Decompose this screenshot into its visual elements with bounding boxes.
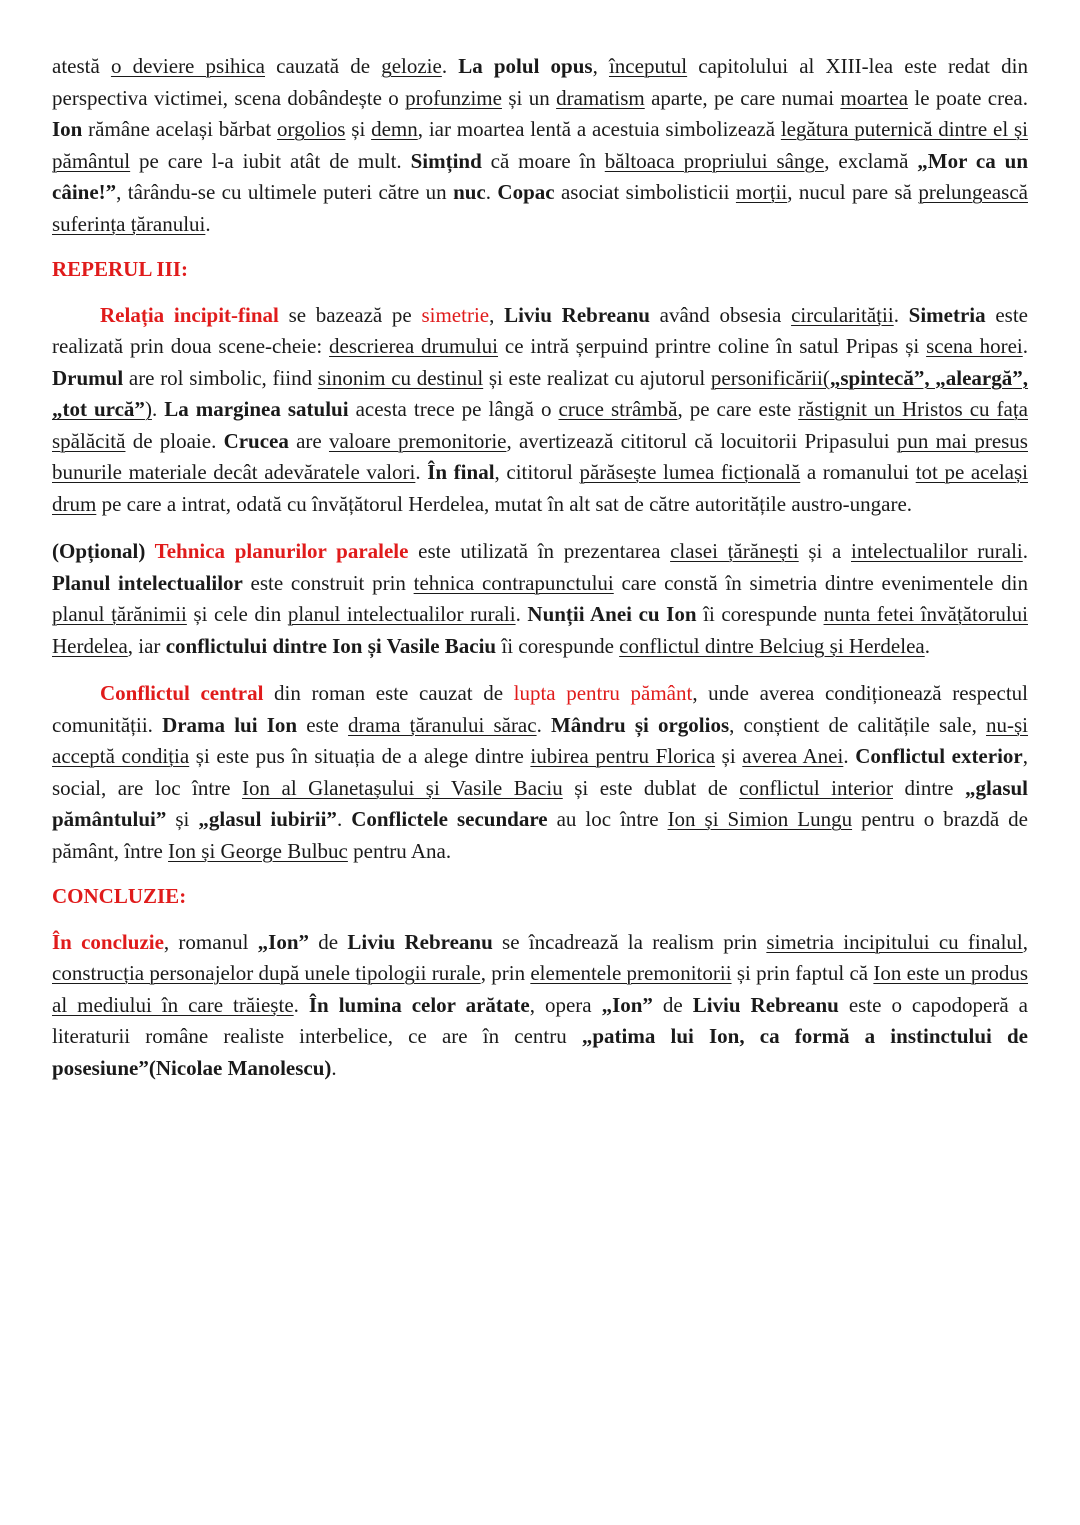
text-run: , (489, 302, 505, 327)
text-run: personificării( (710, 365, 830, 390)
text-run: planul intelectualilor rurali (287, 602, 516, 626)
text-run: , nucul pare să (787, 180, 919, 204)
text-run: Ion este un produs al mediului în care trăiește (52, 961, 1028, 1017)
text-run: este o capodoperă a literaturii române realiste interbelice, ce are în centru (52, 992, 1028, 1048)
text-run: Liviu Rebreanu (504, 302, 650, 327)
text-run: . (536, 712, 551, 737)
text-run: și este pus în situația de a alege dintre (189, 744, 531, 768)
text-run: se încadrează la realism prin (492, 929, 767, 954)
text-run: circularității (791, 302, 894, 327)
text-run: Conflictul central (100, 681, 264, 705)
text-run: este construit prin (242, 570, 414, 595)
text-run: le poate crea. (908, 85, 1028, 110)
text-run: au loc între (547, 807, 668, 831)
text-run: prelungească suferința țăranului (52, 180, 1028, 236)
text-run: și cele din (186, 602, 288, 626)
text-run: capitolului al XIII-lea este redat din perspectiva victimei, scena dobândește o (52, 54, 1028, 110)
text-run: și prin faptul că (731, 961, 874, 985)
text-run: dintre (893, 775, 965, 800)
text-run: a romanului (800, 460, 916, 484)
text-run: atestă (52, 54, 111, 78)
text-run: legătura puternică dintre el și pământul (52, 117, 1028, 173)
text-run: , unde averea condiționează respectul comunității. (52, 681, 1028, 737)
text-run: ) (144, 397, 152, 421)
text-run: este (297, 712, 349, 737)
text-run: , iar (127, 633, 166, 658)
text-run: cauzată de (265, 54, 382, 78)
text-run: averea Anei (742, 744, 844, 768)
text-run: o deviere psihica (110, 54, 266, 78)
text-run: pe care l-a iubit atât de mult. (130, 148, 411, 173)
text-run: îi corespunde (696, 602, 824, 626)
text-run: În concluzie (52, 929, 164, 954)
text-run: . (893, 302, 909, 327)
text-run: nunta fetei învățătorului Herdelea (52, 602, 1028, 658)
text-run: „Ion” (601, 992, 653, 1017)
text-run: băltoaca propriului sânge (604, 148, 825, 173)
text-run: . (331, 1055, 337, 1080)
text-run: „glasul pământului” (52, 775, 1029, 831)
text-run: „Ion” (257, 929, 310, 954)
text-run: . (515, 602, 528, 626)
text-run: conflictului dintre Ion și Vasile Baciu (165, 633, 497, 658)
text-run: pun mai presus bunurile materiale decât adevăratele valori (52, 428, 1028, 484)
text-run: planul țărănimii (52, 602, 187, 626)
text-run: este realizată prin doua scene-cheie: (52, 302, 1028, 358)
text-run: , exclamă (824, 148, 918, 173)
text-run: Relația incipit-final (100, 302, 279, 327)
text-run: Ion și Simion Lungu (667, 807, 853, 831)
text-run: se bazează pe (278, 302, 422, 327)
text-run: Copac (497, 180, 555, 204)
text-run: morții (735, 180, 788, 204)
text-run: de (652, 992, 693, 1017)
document-page (52, 51, 1028, 1084)
text-run: „patima lui Ion, ca formă a instinctului de posesiune”(Nicolae Manolescu) (52, 1024, 1028, 1080)
text-run: În lumina celor arătate (308, 992, 530, 1017)
text-run: pentru o brazdă de pământ, între (52, 807, 1028, 863)
text-run: drama țăranului sărac (348, 712, 537, 737)
text-run: „spintecă”, „aleargă”, „tot urcă” (52, 365, 1029, 421)
text-run: de (309, 929, 348, 954)
text-run: . (336, 807, 352, 831)
text-run: lupta pentru pământ (513, 681, 693, 705)
text-run: dramatism (556, 85, 645, 110)
text-run: , cititorul (494, 460, 580, 484)
text-run: de ploaie. (125, 428, 224, 453)
text-run: , târându-se cu ultimele puteri către un (116, 180, 454, 204)
text-run: Ion și George Bulbuc (168, 838, 348, 863)
text-run: moartea (840, 85, 909, 110)
text-run: . (1022, 334, 1028, 358)
text-run: demn (371, 117, 418, 141)
text-run: . (924, 633, 930, 658)
paragraph-ion-death (52, 51, 1028, 240)
text-run: Simetria (908, 302, 986, 327)
text-run: . (485, 180, 498, 204)
text-run: descrierea drumului (329, 334, 499, 358)
text-run: , (1022, 929, 1028, 954)
text-run: profunzime (405, 85, 502, 110)
text-run: acesta trece pe lângă o (348, 397, 559, 421)
paragraph-conclusion (52, 927, 1028, 1085)
text-run: conflictul interior (739, 775, 893, 800)
text-run: . (441, 54, 459, 78)
text-run: conflictul dintre Belciug și Herdelea (619, 633, 925, 658)
text-run: orgolios (277, 117, 346, 141)
text-run: Tehnica planurilor paralele (154, 539, 409, 563)
text-run: . (293, 992, 309, 1017)
text-run: tehnica contrapunctului (413, 570, 614, 595)
text-run: rămâne același bărbat (82, 117, 277, 141)
text-run: construcția personajelor după unele tipologii rurale (52, 961, 481, 985)
text-run: ce intră șerpuind printre coline în satul Pripas și (498, 334, 927, 358)
text-run: Drama lui Ion (162, 712, 298, 737)
text-run: , social, are loc între (52, 744, 1028, 800)
text-run: sinonim cu destinul (317, 365, 484, 390)
text-run: valoare premonitorie (328, 428, 507, 453)
text-run: Nunții Anei cu Ion (527, 602, 697, 626)
text-run: . (843, 744, 856, 768)
text-run: , opera (529, 992, 602, 1017)
text-run: intelectualilor rurali (851, 539, 1023, 563)
text-run: scena horei (926, 334, 1023, 358)
text-run: tot pe același drum (52, 460, 1029, 516)
text-run: clasei țărănești (670, 539, 799, 563)
text-run: are rol simbolic, fiind (123, 365, 318, 390)
text-run: aparte, pe care numai (644, 85, 841, 110)
text-run: și (166, 807, 199, 831)
text-run: Conflictul exterior (855, 744, 1023, 768)
text-run: (Opțional) (52, 539, 155, 563)
text-run: Crucea (223, 428, 289, 453)
text-run: nu-și acceptă condiția (52, 712, 1029, 768)
text-run: Liviu Rebreanu (347, 929, 493, 954)
text-run: , pe care este (677, 397, 799, 421)
text-run: cruce strâmbă (558, 397, 678, 421)
text-run: care constă în simetria dintre evenimentele din (613, 570, 1028, 595)
text-run: Liviu Rebreanu (692, 992, 839, 1017)
text-run: având obsesia (649, 302, 792, 327)
text-run: simetria incipitului cu finalul (766, 929, 1023, 954)
text-run: elementele premonitorii (530, 961, 732, 985)
paragraph-incipit-final (52, 300, 1028, 521)
text-run: , avertizează cititorul că locuitorii Pripasului (506, 428, 897, 453)
text-run: Ion (52, 117, 83, 141)
text-run: răstignit un Hristos cu fața spălăcită (52, 397, 1028, 453)
text-run: și (345, 117, 372, 141)
text-run: Simțind (410, 148, 482, 173)
text-run: și este dublat de (562, 775, 740, 800)
text-run: La polul opus (458, 54, 593, 78)
text-run: Drumul (52, 365, 124, 390)
text-run: . (415, 460, 428, 484)
text-run: . (151, 397, 165, 421)
text-run: Ion al Glanetașului și Vasile Baciu (242, 775, 563, 800)
text-run: iubirea pentru Florica (530, 744, 716, 768)
text-run: Conflictele secundare (351, 807, 548, 831)
text-run: pentru Ana. (347, 838, 452, 863)
text-run: are (288, 428, 329, 453)
text-run: începutul (608, 54, 688, 78)
text-run: „glasul iubirii” (198, 807, 337, 831)
text-run: simetrie (421, 302, 490, 327)
paragraph-central-conflict (52, 678, 1028, 867)
text-run: , (592, 54, 609, 78)
text-run: , conștient de calitățile sale, (729, 712, 987, 737)
paragraph-parallel-plans (52, 536, 1028, 662)
heading-reperul-iii: REPERUL III: (52, 257, 188, 281)
text-run: „Mor ca un câine!” (52, 148, 1028, 204)
text-run: , prin (480, 961, 531, 985)
text-run: și este realizat cu ajutorul (483, 365, 711, 390)
text-run: și un (501, 85, 557, 110)
text-run: și (715, 744, 743, 768)
text-run: că moare în (481, 148, 605, 173)
text-run: , romanul (163, 929, 258, 954)
text-run: În final (427, 460, 495, 484)
text-run: nuc (453, 180, 486, 204)
text-run: este utilizată în prezentarea (408, 539, 671, 563)
text-run: . (205, 211, 211, 236)
text-run: îi corespunde (496, 633, 620, 658)
text-run: La marginea satului (164, 397, 349, 421)
text-run: pe care a intrat, odată cu învățătorul Herdelea, mutat în alt sat de către autoritățile austro-ungare. (96, 491, 913, 516)
text-run: părăsește lumea ficțională (579, 460, 801, 484)
text-run: din roman este cauzat de (263, 681, 514, 705)
text-run: Planul intelectualilor (52, 570, 243, 595)
text-run: gelozie (381, 54, 442, 78)
text-run: asociat simbolisticii (554, 180, 736, 204)
text-run: și a (798, 539, 851, 563)
text-run: Mândru și orgolios (550, 712, 730, 737)
text-run: , iar moartea lentă a acestuia simbolizează (417, 117, 781, 141)
heading-concluzie: CONCLUZIE: (52, 884, 187, 908)
text-run: . (1022, 539, 1028, 563)
